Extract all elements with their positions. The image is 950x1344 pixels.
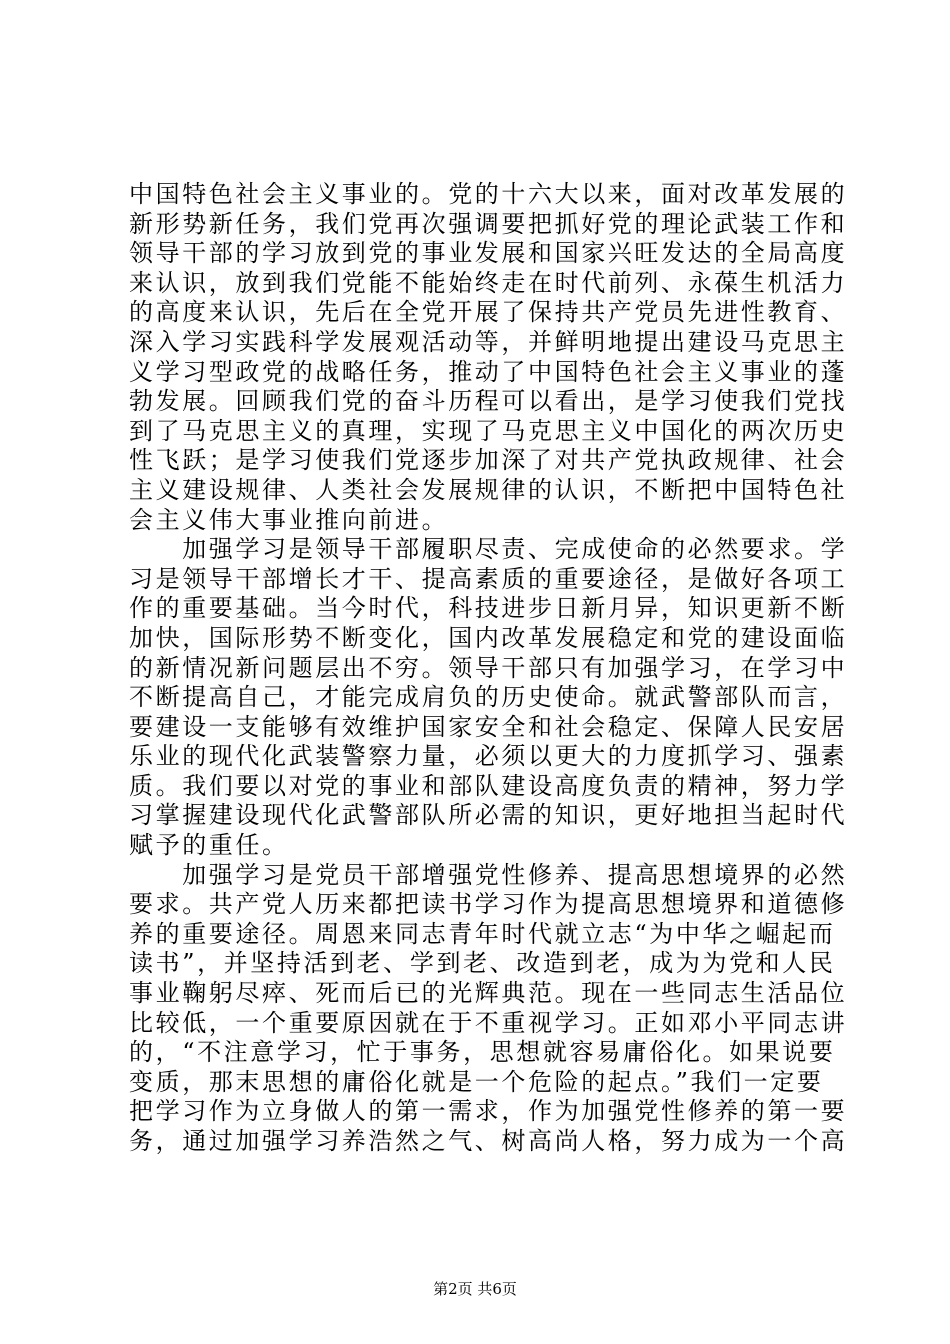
- text-line: 加强学习是党员干部增强党性修养、提高思想境界的必然: [129, 860, 848, 889]
- text-line: 不断提高自己，才能完成肩负的历史使命。就武警部队而言，: [129, 683, 848, 712]
- page-footer: 第2页 共6页: [433, 1280, 517, 1298]
- text-line: 性飞跃；是学习使我们党逐步加深了对共产党执政规律、社会: [129, 446, 848, 475]
- text-line: 赋予的重任。: [129, 831, 289, 860]
- text-line: 务，通过加强学习养浩然之气、树高尚人格，努力成为一个高: [129, 1127, 848, 1155]
- text-line: 的新情况新问题层出不穷。领导干部只有加强学习，在学习中: [129, 653, 848, 682]
- text-line: 加强学习是领导干部履职尽责、完成使命的必然要求。学: [129, 535, 848, 564]
- text-line: 的，“不注意学习，忙于事务，思想就容易庸俗化。如果说要: [129, 1038, 836, 1067]
- text-line: 义学习型政党的战略任务，推动了中国特色社会主义事业的蓬: [129, 357, 848, 386]
- text-line: 新形势新任务，我们党再次强调要把抓好党的理论武装工作和: [129, 209, 848, 238]
- text-line: 乐业的现代化武装警察力量，必须以更大的力度抓学习、强素: [129, 742, 848, 771]
- text-line: 读书”，并坚持活到老、学到老、改造到老，成为为党和人民: [129, 949, 836, 978]
- text-line: 到了马克思主义的真理，实现了马克思主义中国化的两次历史: [129, 416, 848, 445]
- text-line: 来认识，放到我们党能不能始终走在时代前列、永葆生机活力: [129, 268, 848, 297]
- text-line: 主义建设规律、人类社会发展规律的认识，不断把中国特色社: [129, 475, 848, 504]
- text-line: 质。我们要以对党的事业和部队建设高度负责的精神，努力学: [129, 771, 848, 800]
- document-body: [129, 180, 848, 1157]
- text-line: 要建设一支能够有效维护国家安全和社会稳定、保障人民安居: [129, 712, 848, 741]
- text-line: 养的重要途径。周恩来同志青年时代就立志“为中华之崛起而: [129, 919, 836, 948]
- text-line: 要求。共产党人历来都把读书学习作为提高思想境界和道德修: [129, 890, 848, 919]
- text-line: 作的重要基础。当今时代，科技进步日新月异，知识更新不断: [129, 594, 848, 623]
- text-line: 加快，国际形势不断变化，国内改革发展稳定和党的建设面临: [129, 623, 848, 652]
- text-line: 领导干部的学习放到党的事业发展和国家兴旺发达的全局高度: [129, 239, 848, 268]
- text-line: 会主义伟大事业推向前进。: [129, 505, 449, 534]
- text-line: 事业鞠躬尽瘁、死而后已的光辉典范。现在一些同志生活品位: [129, 979, 848, 1008]
- text-line: 习掌握建设现代化武警部队所必需的知识，更好地担当起时代: [129, 801, 848, 830]
- text-line: 勃发展。回顾我们党的奋斗历程可以看出，是学习使我们党找: [129, 387, 848, 416]
- text-line: 深入学习实践科学发展观活动等，并鲜明地提出建设马克思主: [129, 327, 848, 356]
- text-line: 中国特色社会主义事业的。党的十六大以来，面对改革发展的: [129, 180, 848, 208]
- text-line: 习是领导干部增长才干、提高素质的重要途径，是做好各项工: [129, 564, 848, 593]
- text-line: 比较低，一个重要原因就在于不重视学习。正如邓小平同志讲: [129, 1008, 848, 1037]
- text-line: 把学习作为立身做人的第一需求，作为加强党性修养的第一要: [129, 1097, 848, 1126]
- text-line: 的高度来认识，先后在全党开展了保持共产党员先进性教育、: [129, 298, 848, 327]
- text-line: 变质，那末思想的庸俗化就是一个危险的起点。”我们一定要: [129, 1067, 824, 1096]
